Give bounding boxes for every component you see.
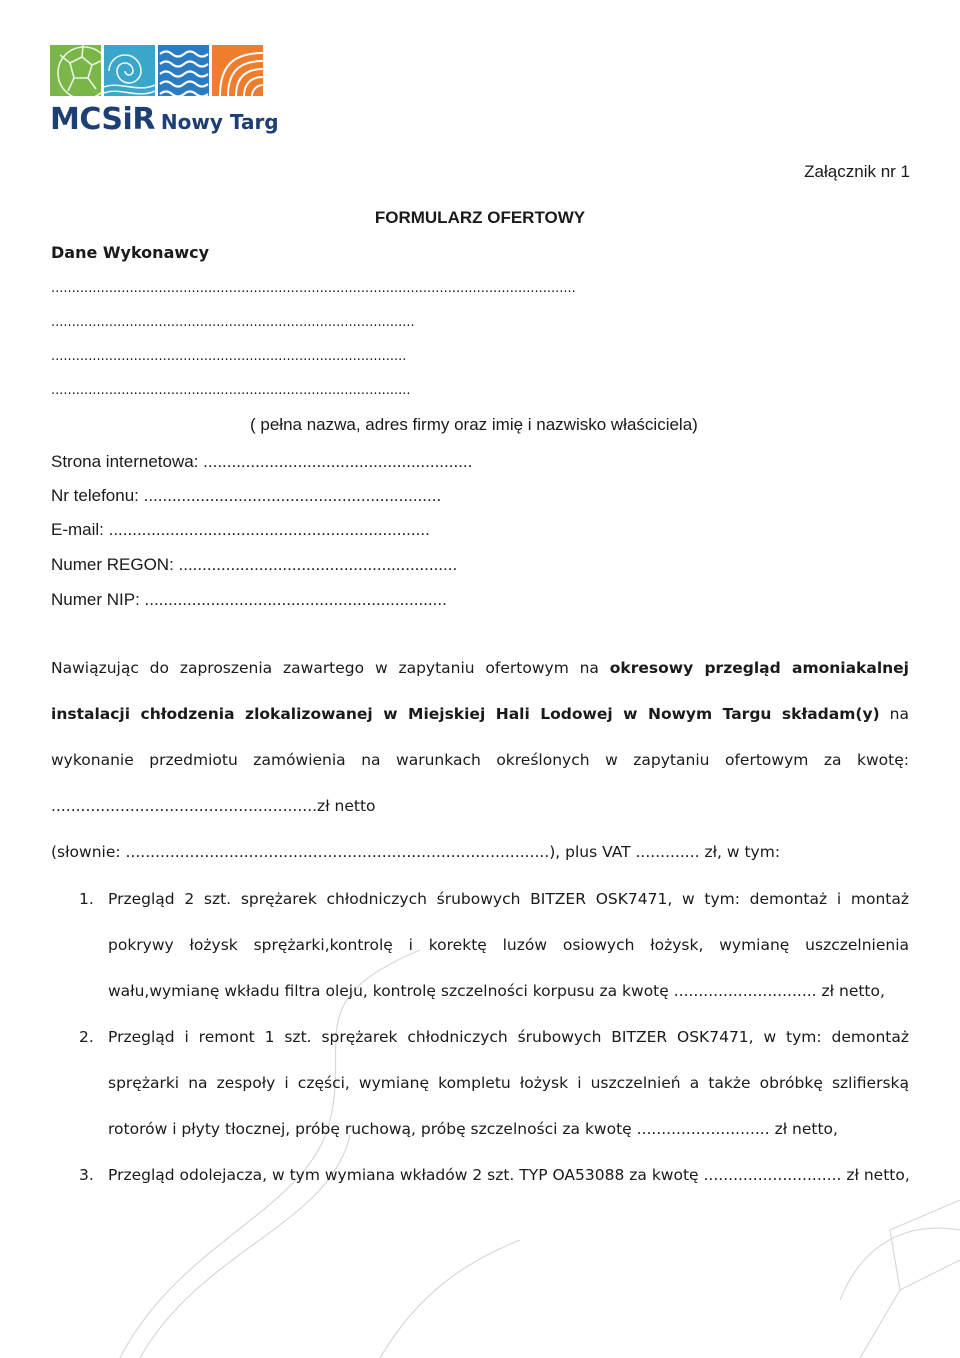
offer-na-text: na <box>879 705 910 723</box>
phone-field: Nr telefonu: ............................................................... <box>51 486 442 505</box>
list-item-line: pokrywy łożysk sprężarki,kontrolę i korektę luzów osiowych łożysk, wymianę uszczelnienia <box>108 936 909 954</box>
swirl-icon <box>104 45 155 96</box>
list-item-line: sprężarki na zespoły i części, wymianę kompletu łożysk i uszczelnień a także obróbkę szlifierską <box>108 1074 909 1092</box>
offer-line-2 <box>51 701 909 747</box>
dot-line-1: ............................................................................................................................... <box>51 281 576 296</box>
offer-line-3: wykonanie przedmiotu zamówienia na warunkach określonych w zapytaniu ofertowym za kwotę: <box>51 751 909 769</box>
logo-brand-main: MCSiR <box>50 102 155 137</box>
regon-field: Numer REGON: ........................................................... <box>51 555 458 574</box>
contractor-heading: Dane Wykonawcy <box>51 243 210 262</box>
form-title: FORMULARZ OFERTOWY <box>374 208 586 227</box>
logo-tiles <box>50 45 279 96</box>
list-item-line: wału,wymianę wkładu filtra oleju, kontrolę szczelności korpusu za kwotę ............................. zł netto, <box>108 982 885 1000</box>
logo-brand-sub: Nowy Targ <box>160 110 279 134</box>
offer-paragraph <box>51 655 909 885</box>
offer-line-1 <box>51 655 909 701</box>
dot-line-2: ........................................................................................ <box>51 315 415 330</box>
list-item <box>51 1162 909 1208</box>
list-item-line: rotorów i płyty tłocznej, próbę ruchową, próbę szczelności za kwotę ........................... zł netto, <box>108 1120 838 1138</box>
mcsir-logo <box>50 45 279 137</box>
list-item <box>51 1024 909 1162</box>
offer-amount-line: ......................................................zł netto <box>51 797 376 815</box>
list-item-number: 3. <box>79 1166 94 1184</box>
email-field: E-mail: .................................................................... <box>51 520 430 539</box>
list-item-number: 2. <box>79 1028 94 1046</box>
football-icon <box>50 45 101 96</box>
dot-line-4: ....................................................................................... <box>51 383 411 398</box>
offer-intro-text: Nawiązując do zaproszenia zawartego w zapytaniu ofertowym na <box>51 659 610 677</box>
list-item-number: 1. <box>79 890 94 908</box>
contractor-note: ( pełna nazwa, adres firmy oraz imię i nazwisko właściciela) <box>250 415 698 434</box>
list-item <box>51 886 909 1024</box>
services-list <box>51 886 909 1208</box>
list-item-line: Przegląd 2 szt. sprężarek chłodniczych śrubowych BITZER OSK7471, w tym: demontaż i montaż <box>108 890 909 908</box>
running-track-icon <box>212 45 263 96</box>
offer-subject-bold-2: instalacji chłodzenia zlokalizowanej w Miejskiej Hali Lodowej w Nowym Targu składam(y) <box>51 705 880 723</box>
dot-line-3: ...................................................................................... <box>51 349 407 364</box>
list-item-line: Przegląd odolejacza, w tym wymiana wkładów 2 szt. TYP OA53088 za kwotę ............................ zł netto, <box>108 1166 910 1184</box>
website-field: Strona internetowa: ......................................................... <box>51 452 473 471</box>
waves-icon <box>158 45 209 96</box>
annex-label: Załącznik nr 1 <box>804 162 910 181</box>
list-item-line: Przegląd i remont 1 szt. sprężarek chłodniczych śrubowych BITZER OSK7471, w tym: demontaż <box>108 1028 909 1046</box>
offer-words-vat-line: (słownie: ......................................................................................), plus VAT ............. zł, w tym: <box>51 843 781 861</box>
nip-field: Numer NIP: ................................................................ <box>51 590 447 609</box>
offer-subject-bold-1: okresowy przegląd amoniakalnej <box>609 659 909 677</box>
logo-brand-text <box>50 102 279 137</box>
